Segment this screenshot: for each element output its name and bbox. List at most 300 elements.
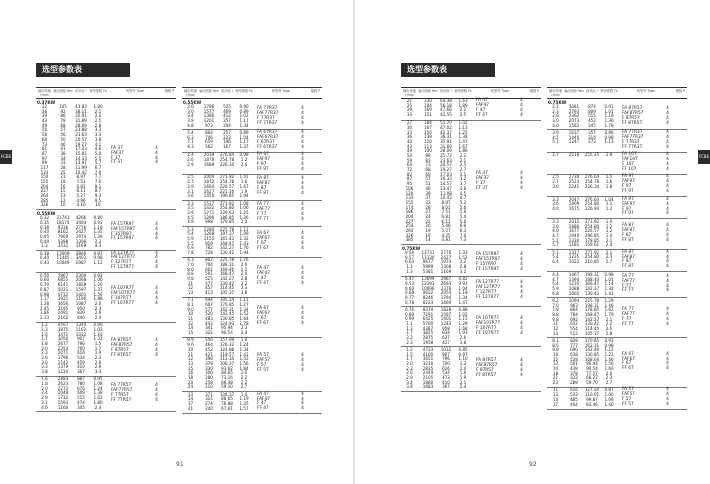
table-cell: 142.45 [219, 311, 235, 317]
table-cell: 0.38 [39, 250, 50, 256]
model-type: FF 107 [622, 166, 637, 172]
table-cell: 19 [425, 228, 431, 234]
table-cell: 18174 [56, 219, 70, 225]
table-cell: 21 [187, 405, 194, 411]
table-cell: 3195 [57, 305, 69, 311]
table-cell: 2004 [203, 174, 215, 180]
table-column [401, 87, 541, 393]
table-cell: 1627 [203, 188, 215, 194]
table-row [547, 260, 618, 265]
model-type: F 37 [111, 155, 121, 161]
pole-count: 4 [666, 189, 669, 195]
table-cell: 10696 [421, 285, 435, 291]
table-cell: 226.94 [584, 206, 600, 212]
model-type: F 77R37 [622, 139, 640, 145]
table-cell: 1.93 [458, 330, 468, 336]
table-cell: 1.12 [604, 347, 614, 353]
group-body [36, 323, 176, 375]
model-type: F 67 [257, 316, 267, 322]
table-row [182, 331, 253, 336]
table-cell: 72 [406, 167, 413, 173]
table-cell: 226.34 [584, 183, 600, 189]
table-cell: 0.87 [93, 250, 103, 256]
table-cell: 2.2 [240, 266, 248, 272]
model-type: FF 37 [476, 186, 488, 192]
model-type: FF 47 [476, 112, 488, 118]
type-list [618, 175, 674, 195]
model-type: F 77R57 [111, 392, 129, 398]
table-cell: 1.41 [604, 290, 614, 296]
table-cell: 17 [552, 401, 559, 407]
type-list [472, 277, 528, 305]
table-cell: 13.47 [440, 185, 452, 191]
table-cell: 3.6 [187, 193, 194, 199]
pole-count: 4 [301, 166, 304, 172]
table-cell: 694 [205, 297, 213, 303]
group-values [547, 339, 618, 386]
pole-count: 4 [520, 107, 523, 113]
table-cell: 1.04 [604, 196, 614, 202]
table-cell: 142.40 [584, 347, 600, 353]
row-group [36, 252, 176, 274]
table-cell: 1.32 [239, 235, 249, 241]
table-column [182, 87, 322, 415]
type-list [618, 131, 674, 151]
table-row [547, 381, 618, 386]
table-cell: 5.9 [552, 285, 559, 291]
type-entry [253, 146, 309, 151]
group-values [401, 251, 472, 274]
table-cell: 378 [570, 370, 578, 376]
header-cell: 输出转速 r/min [403, 89, 416, 97]
table-row [182, 220, 253, 225]
pole-count: 4 [666, 259, 669, 265]
table-cell: 2.6 [94, 359, 102, 365]
table-cell: 120 [424, 138, 432, 144]
table-cell: 27 [406, 120, 413, 126]
table-cell: 178.85 [584, 307, 600, 313]
pole-count: 4 [520, 181, 523, 187]
table-cell: 1.08 [93, 381, 103, 387]
pole-count: 4 [666, 174, 669, 180]
type-entry [618, 168, 674, 173]
row-group [401, 348, 541, 392]
pole-count: 4 [301, 207, 304, 213]
header-cell: 机型号 Type [126, 89, 144, 93]
table-cell: 13.97 [75, 160, 87, 166]
group-values [182, 202, 253, 225]
table-cell: 2.8 [94, 122, 102, 128]
pole-count: 4 [301, 230, 304, 236]
pole-count: 4 [301, 396, 304, 402]
pole-count: 4 [666, 321, 669, 327]
table-cell: 11.08 [440, 190, 452, 196]
table-cell: 2.1 [605, 237, 613, 243]
table-cell: 5.4 [187, 231, 194, 237]
table-cell: 105.37 [584, 330, 600, 336]
row-group [36, 216, 176, 251]
table-cell: 3875 [57, 326, 69, 332]
group-body [182, 228, 322, 256]
table-cell: 796 [77, 340, 85, 346]
table-row [36, 370, 107, 375]
group-values [547, 251, 618, 271]
table-cell: 315 [205, 396, 213, 402]
table-cell: 6.0 [459, 223, 467, 229]
type-list [107, 377, 163, 410]
table-cell: 33 [406, 129, 413, 135]
pole-count: 4 [155, 226, 158, 232]
table-cell: 226.34 [219, 161, 235, 167]
table-cell: 3.1 [459, 171, 467, 177]
table-cell: 2.2 [240, 379, 248, 385]
header-cell: 传动比 i [75, 89, 87, 93]
pole-count: 4 [666, 361, 669, 367]
table-cell: 1379 [57, 364, 69, 370]
table-cell: 8.9 [187, 337, 194, 343]
group-values [36, 323, 107, 375]
table-cell: 3.2 [459, 268, 467, 274]
model-type: FA 87 [622, 249, 634, 255]
type-list [253, 131, 309, 151]
table-cell: 5.5 [187, 240, 194, 246]
table-cell: 2.5 [605, 326, 613, 331]
table-cell: 3.8 [41, 369, 48, 375]
table-cell: 525 [205, 276, 213, 281]
row-group [182, 131, 322, 153]
table-cell: 839 [77, 310, 85, 316]
table-cell: 2.3 [406, 365, 413, 371]
table-cell: 16 [425, 232, 431, 238]
table-cell: 0.85 [458, 346, 468, 352]
type-entry [253, 407, 309, 412]
row-group [401, 308, 541, 348]
table-row [547, 243, 618, 248]
table-cell: 874 [588, 104, 596, 109]
table-cell: 56 [41, 127, 48, 133]
table-cell: 9.8 [187, 276, 194, 281]
pole-count: 4 [155, 150, 158, 156]
pole-count: 4 [155, 291, 158, 297]
table-cell: 28.09 [75, 122, 87, 128]
table-cell: 2.8 [240, 276, 248, 281]
table-cell: 1669 [440, 299, 452, 305]
table-cell: 12 [60, 197, 66, 203]
table-cell: 6.3 [459, 228, 467, 234]
table-cell: 133 [40, 169, 49, 175]
table-cell: 25 [406, 102, 413, 108]
table-cell: 114.45 [584, 326, 600, 331]
pole-count: 4 [666, 254, 669, 260]
table-cell: 6141 [57, 282, 69, 288]
table-cell: 1.2 [406, 346, 413, 352]
model-type: FA 37 [476, 171, 488, 177]
table-cell: 3.3 [187, 200, 194, 206]
row-group [182, 175, 322, 200]
group-values [547, 220, 618, 248]
model-type: F 127R77 [476, 290, 497, 296]
table-cell: 474 [77, 399, 85, 405]
table-cell: 2.1 [94, 108, 102, 114]
table-cell: 1872 [203, 179, 215, 185]
group-values [401, 277, 472, 305]
table-cell: 43 [41, 118, 48, 124]
table-cell: 0.95 [93, 376, 103, 382]
table-cell: 659 [205, 139, 213, 145]
table-cell: 11130 [421, 254, 435, 260]
table-row [182, 251, 253, 256]
model-type: FAF87R57 [111, 343, 133, 349]
table-cell: 1.7 [41, 336, 48, 342]
table-row [182, 163, 253, 168]
table-cell: 2354 [57, 345, 69, 351]
table-cell: 2273 [57, 385, 69, 391]
row-group [182, 153, 322, 175]
table-cell: 47.02 [440, 124, 452, 130]
row-group [182, 258, 322, 298]
table-cell: 66.48 [221, 379, 233, 385]
table-cell: 1.29 [604, 297, 614, 303]
table-cell: 1.4 [605, 232, 613, 238]
table-cell: 1422 [203, 205, 215, 211]
group-values [36, 216, 107, 249]
table-cell: 6855 [57, 277, 69, 283]
table-cell: 0.97 [458, 351, 468, 357]
table-cell: 1.45 [39, 305, 50, 311]
table-cell: 272 [588, 139, 596, 145]
table-cell: 25 [60, 169, 66, 175]
table-cell: 485 [570, 396, 578, 402]
table-cell: 2.6 [406, 370, 413, 376]
table-cell: 501 [570, 361, 578, 367]
table-cell: 367 [77, 369, 85, 375]
table-cell: 36 [41, 108, 48, 114]
table-cell: 4.6 [94, 146, 102, 152]
table-cell: 56 [60, 132, 66, 138]
table-cell: 254 [405, 223, 414, 229]
table-cell: 1.6 [459, 370, 467, 376]
pole-count: 4 [301, 316, 304, 322]
table-cell: 1.46 [604, 356, 614, 362]
table-cell: 556 [205, 337, 213, 343]
model-type: F 97 [622, 206, 632, 212]
model-type: FF 97 [622, 189, 634, 195]
table-cell: 1880 [422, 379, 434, 385]
model-type: F 97 [622, 184, 632, 190]
table-cell: 1.12 [93, 259, 103, 265]
table-cell: 2.3 [605, 254, 613, 260]
model-type: FF 127R77 [476, 295, 499, 301]
pole-count: 4 [666, 139, 669, 145]
table-cell: 2047 [568, 196, 580, 202]
table-cell: 83.46 [586, 401, 598, 407]
group-values [182, 338, 253, 390]
power-rating: 0.75KW [548, 100, 567, 105]
table-cell: 88.65 [221, 396, 233, 402]
table-cell: 1582 [568, 122, 580, 128]
table-cell: 1.78 [239, 320, 249, 326]
table-cell: 12 [552, 326, 559, 331]
table-cell: 31.89 [75, 118, 87, 124]
table-cell: 700 [442, 361, 450, 366]
table-cell: 2.3 [41, 350, 48, 356]
pole-count: 4 [301, 152, 304, 158]
table-cell: 46 [60, 141, 66, 147]
table-cell: 410 [77, 364, 85, 370]
model-type: FAF77R37 [622, 134, 644, 140]
type-entry [618, 212, 674, 217]
table-cell: 7.3 [459, 237, 467, 243]
table-cell: 782 [205, 245, 213, 251]
table-cell: 51.70 [440, 120, 452, 126]
table-cell: 0.40 [39, 229, 50, 235]
table-cell: 0.78 [404, 299, 415, 305]
table-cell: 4.4 [552, 271, 559, 277]
table-cell: 1169 [440, 268, 452, 274]
table-cell: 3531 [57, 243, 69, 249]
table-cell: 12 [187, 356, 194, 362]
table-cell: 1.25 [458, 129, 468, 135]
table-cell: 157.09 [219, 337, 235, 343]
table-cell: 1032 [440, 346, 452, 352]
table-cell: 19.27 [75, 141, 87, 147]
table-cell: 0.63 [404, 259, 415, 265]
table-row [547, 332, 618, 337]
table-cell: 1637 [568, 130, 580, 136]
table-cell: 2.3 [406, 339, 413, 345]
table-cell: 2.0 [94, 300, 102, 306]
table-cell: 1.8 [41, 340, 48, 346]
model-type: FF 107R77 [111, 301, 134, 307]
row-group [547, 299, 687, 339]
row-group [36, 323, 176, 377]
model-type: F 67 [257, 240, 267, 246]
table-cell: 87 [41, 150, 48, 156]
pole-count: 4 [155, 338, 158, 344]
table-cell: 4.5 [459, 190, 467, 196]
group-values [36, 274, 107, 321]
table-cell: 168.47 [584, 311, 600, 317]
table-cell: 0.43 [39, 259, 50, 265]
table-cell: 0.38 [39, 224, 50, 230]
table-cell: 21 [60, 174, 66, 180]
row-group [401, 99, 541, 121]
table-cell: 2105 [422, 375, 434, 381]
table-cell: 0.91 [604, 104, 614, 109]
table-cell: 1243 [440, 320, 452, 326]
type-entry [107, 266, 163, 271]
pole-count: 4 [666, 223, 669, 229]
table-cell: 1.09 [239, 231, 249, 237]
page-number: 91 [176, 461, 184, 468]
table-cell: 1.84 [239, 365, 249, 371]
table-cell: 0.90 [93, 322, 103, 328]
type-list [618, 299, 674, 337]
table-cell: 17.03 [75, 146, 87, 152]
group-body [401, 308, 541, 346]
table-cell: 0.57 [404, 254, 415, 260]
table-cell: 0.98 [93, 255, 103, 261]
type-list [472, 99, 528, 119]
pole-count: 4 [155, 348, 158, 353]
table-cell: 227 [40, 188, 49, 194]
table-cell: 9677 [422, 259, 434, 265]
table-cell: 1.1 [406, 320, 413, 326]
side-tab: FCBE [0, 150, 12, 164]
pole-count: 4 [666, 306, 669, 312]
table-cell: 0.98 [39, 291, 50, 297]
table-cell: 38.11 [75, 108, 87, 114]
table-cell: 59.10 [221, 384, 233, 390]
table-cell: 106 [405, 185, 414, 191]
table-cell: 49 [406, 148, 413, 154]
group-values [182, 153, 253, 173]
table-cell: 591 [205, 271, 213, 277]
row-group [182, 105, 322, 130]
table-cell: 1.9 [240, 188, 248, 194]
table-cell: 142.27 [584, 285, 600, 291]
table-cell: 1.28 [39, 300, 50, 306]
model-type: FA 107R77 [111, 286, 135, 292]
table-cell: 196.85 [219, 193, 235, 199]
table-cell: 2.0 [41, 385, 48, 391]
table-cell: 1.36 [604, 118, 614, 124]
type-entry [253, 122, 309, 127]
model-type: F 107R77 [476, 325, 497, 331]
table-cell: 15.81 [75, 150, 87, 156]
table-cell: 887 [77, 376, 85, 382]
table-cell: 2776 [440, 250, 452, 256]
pole-count: 4 [301, 240, 304, 246]
table-cell: 2.6 [41, 355, 48, 361]
table-cell: 33 [60, 160, 66, 166]
table-cell: 254.80 [584, 201, 600, 207]
table-cell: 7.1 [187, 139, 194, 145]
table-cell: 120 [405, 190, 414, 196]
table-cell: 14.33 [75, 155, 87, 161]
table-cell: 2.4 [94, 314, 102, 320]
group-values [36, 105, 107, 208]
table-cell: 3656 [57, 300, 69, 306]
pole-count: 4 [666, 196, 669, 202]
power-rating: 0.75KW [402, 246, 421, 252]
table-cell: 6.8 [552, 290, 559, 296]
table-cell: 0.93 [93, 219, 103, 225]
table-cell: 2.6 [187, 104, 194, 109]
pole-count: 4 [666, 356, 669, 362]
model-type: F 87R57 [622, 115, 640, 121]
group-values [182, 298, 253, 336]
table-cell: 90.54 [586, 366, 598, 372]
group-values [182, 258, 253, 296]
table-cell: 1683 [422, 384, 434, 390]
pole-count: 4 [666, 110, 669, 116]
table-cell: 198.31 [584, 302, 600, 308]
table-cell: 7.8 [187, 249, 194, 255]
table-cell: 3.0 [552, 118, 559, 124]
model-type: F 77 [622, 316, 632, 322]
table-cell: 5.27 [76, 193, 86, 199]
table-cell: 82 [406, 171, 413, 177]
table-cell: 577 [205, 306, 213, 312]
pole-count: 4 [520, 358, 523, 364]
table-cell: 77.57 [586, 370, 598, 376]
table-cell: 7.6 [94, 179, 102, 184]
table-cell: 68 [425, 167, 431, 173]
table-row [547, 292, 618, 297]
table-cell: 1334 [568, 237, 580, 243]
type-list [107, 274, 163, 321]
